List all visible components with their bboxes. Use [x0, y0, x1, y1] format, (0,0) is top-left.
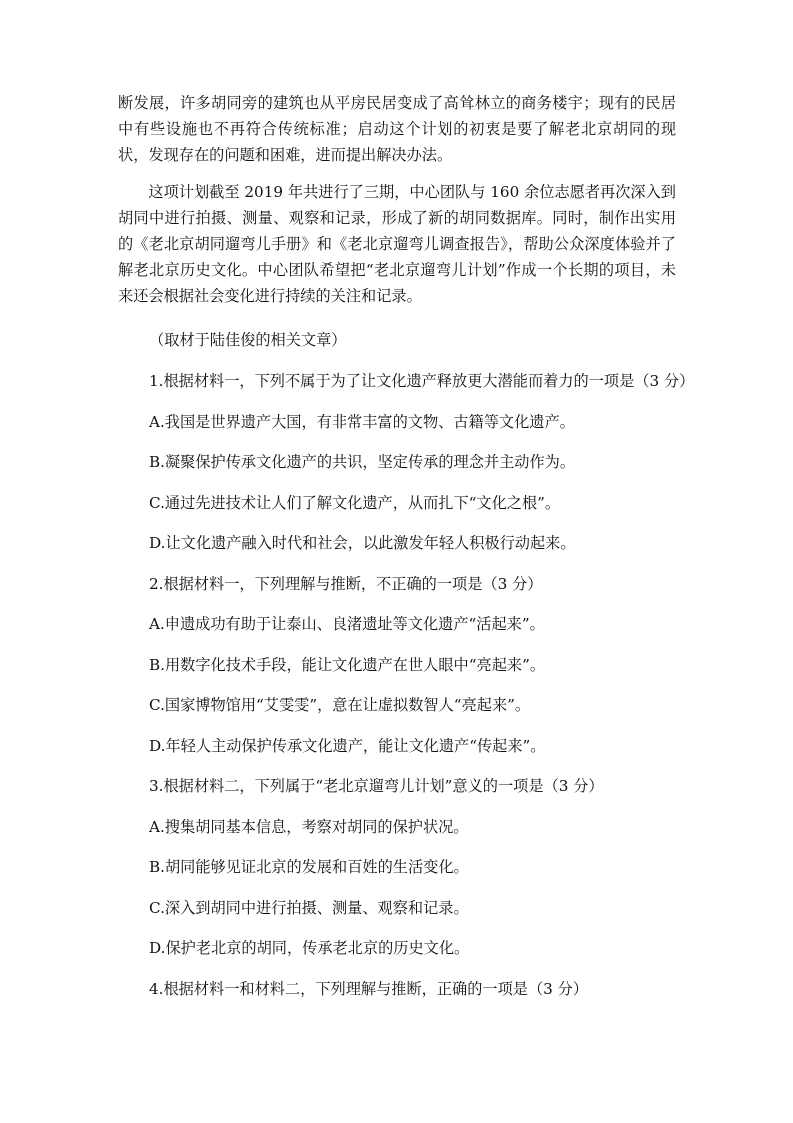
question-1-option-d: D.让文化遗产融入时代和社会，以此激发年轻人积极行动起来。 [149, 534, 576, 552]
question-3-option-d: D.保护老北京的胡同，传承老北京的历史文化。 [149, 939, 470, 957]
question-3-option-b: B.胡同能够见证北京的发展和百姓的生活变化。 [149, 858, 469, 876]
document-body [118, 90, 695, 1016]
question-3-option-c: C.深入到胡同中进行拍摄、测量、观察和记录。 [149, 898, 469, 917]
question-2-option-d: D.年轻人主动保护传承文化遗产，能让文化遗产“传起来”。 [149, 736, 546, 755]
question-1-option-a: A.我国是世界遗产大国，有非常丰富的文物、古籍等文化遗产。 [149, 412, 575, 431]
question-3-option-a: A.搜集胡同基本信息，考察对胡同的保护状况。 [149, 817, 469, 836]
question-4-stem: 4.根据材料一和材料二，下列理解与推断，正确的一项是（3 分） [149, 979, 589, 998]
body-paragraph: 断发展，许多胡同旁的建筑也从平房民居变成了高耸林立的商务楼宇；现有的民居中有些设施也不再符合传统标准；启动这个计划的初衷是要了解老北京胡同的现状，发现存在的问题和困难，进而提出解决办法。 [118, 94, 676, 164]
question-2-option-c: C.国家博物馆用“艾雯雯”，意在让虚拟数智人“亮起来”。 [149, 696, 531, 714]
source-citation: （取材于陆佳俊的相关文章） [149, 331, 347, 349]
question-2-option-b: B.用数字化技术手段，能让文化遗产在世人眼中“亮起来”。 [149, 655, 546, 674]
question-1-stem: 1.根据材料一，下列不属于为了让文化遗产释放更大潜能而着力的一项是（3 分） [149, 372, 695, 390]
question-1-option-b: B.凝聚保护传承文化遗产的共识，坚定传承的理念并主动作为。 [149, 453, 576, 471]
question-1-option-c: C.通过先进技术让人们了解文化遗产，从而扎下“文化之根”。 [149, 493, 561, 512]
question-3-stem: 3.根据材料二，下列属于“老北京遛弯儿计划”意义的一项是（3 分） [149, 777, 604, 795]
body-paragraph: 这项计划截至 2019 年共进行了三期，中心团队与 160 余位志愿者再次深入到胡同中进行拍摄、测量、观察和记录，形成了新的胡同数据库。同时，制作出实用的《老北京胡同遛弯儿手册》和《老北京遛弯儿调查报告》，帮助公众深度体验并了解老北京历史文化。中心团队希望把“老北京遛弯儿计划”作成一个长期的项目，未来还会根据社会变化进行持续的关注和记录。 [118, 183, 676, 305]
question-2-stem: 2.根据材料一，下列理解与推断，不正确的一项是（3 分） [149, 574, 543, 593]
question-2-option-a: A.申遗成功有助于让泰山、良渚遗址等文化遗产“活起来”。 [149, 615, 545, 633]
